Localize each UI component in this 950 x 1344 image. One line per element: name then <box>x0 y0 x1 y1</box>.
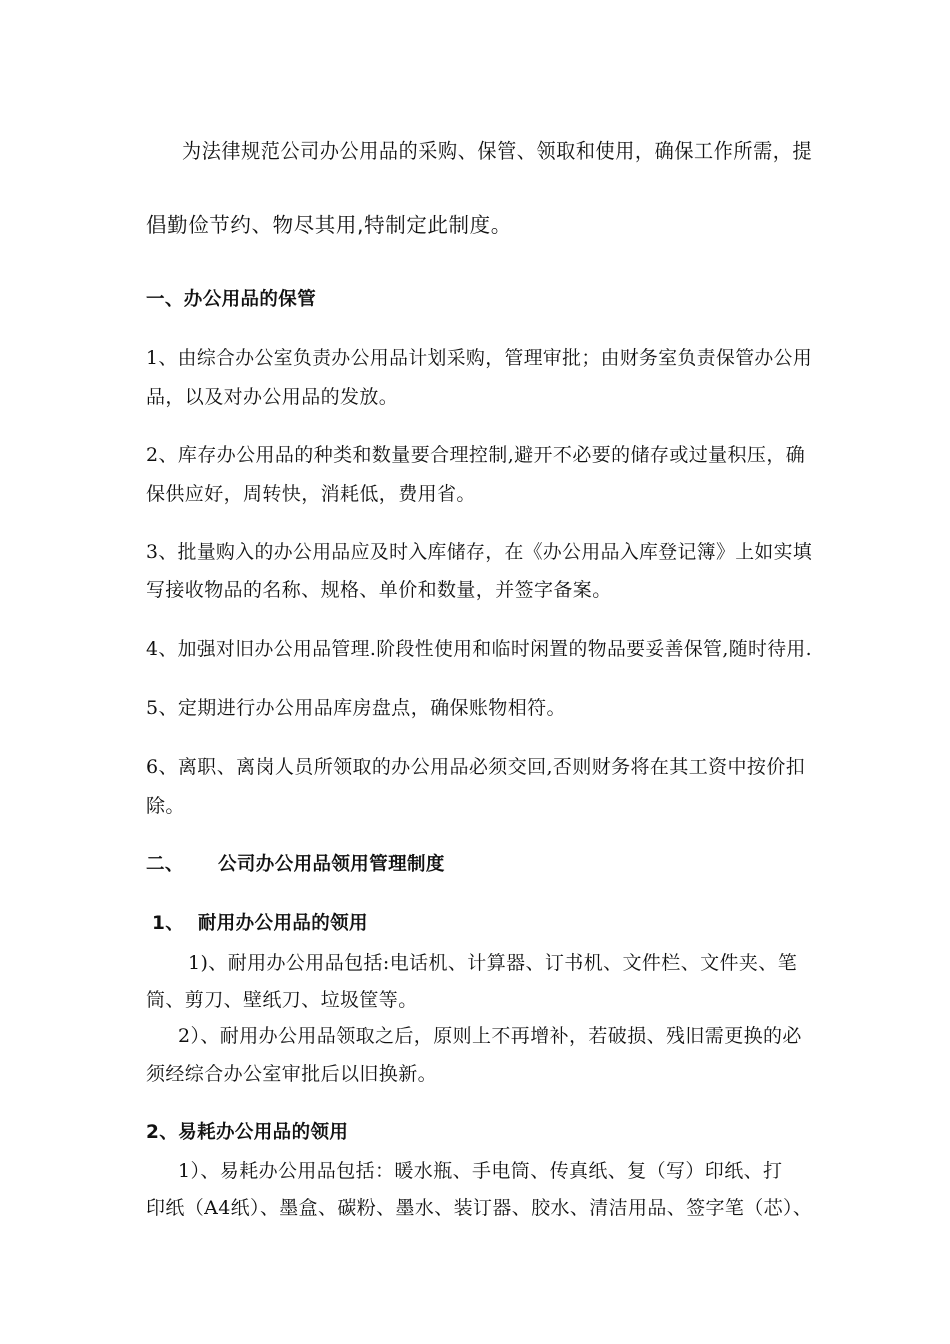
section-1-item-6-line-2: 除。 <box>146 795 185 817</box>
subsection-1-para-1-line-2: 筒、剪刀、壁纸刀、垃圾筐等。 <box>146 989 418 1011</box>
section-1-item-1-line-1: 1、由综合办公室负责办公用品计划采购，管理审批；由财务室负责保管办公用 <box>146 347 813 369</box>
section-1-item-3-line-1: 3、批量购入的办公用品应及时入库储存，在《办公用品入库登记簿》上如实填 <box>146 541 813 563</box>
section-1-item-5: 5、定期进行办公用品库房盘点，确保账物相符。 <box>146 697 566 719</box>
section-1-item-4: 4、加强对旧办公用品管理.阶段性使用和临时闲置的物品要妥善保管,随时待用. <box>146 638 813 660</box>
intro-line-1: 为法律规范公司办公用品的采购、保管、领取和使用，确保工作所需，提 <box>182 139 813 163</box>
section-1-heading: 一、办公用品的保管 <box>146 289 317 310</box>
subsection-2-para-1-line-2: 印纸（A4纸）、墨盒、碳粉、墨水、装订器、胶水、清洁用品、签字笔（芯）、 <box>146 1197 813 1219</box>
subsection-1-para-1-line-1: 1)、耐用办公用品包括:电话机、计算器、订书机、文件栏、文件夹、笔 <box>188 952 798 974</box>
section-1-item-6-line-1: 6、离职、离岗人员所领取的办公用品必须交回,否则财务将在其工资中按价扣 <box>146 756 806 778</box>
subsection-1-heading: 1、 耐用办公用品的领用 <box>152 913 368 934</box>
section-1-item-1-line-2: 品，以及对办公用品的发放。 <box>146 386 399 408</box>
section-1-item-2-line-2: 保供应好，周转快，消耗低，费用省。 <box>146 483 476 505</box>
subsection-2-heading: 2、易耗办公用品的领用 <box>146 1122 349 1143</box>
intro-line-2: 倡勤俭节约、物尽其用,特制定此制度。 <box>146 213 512 237</box>
subsection-1-para-2-line-1: 2）、耐用办公用品领取之后，原则上不再增补，若破损、残旧需更换的必 <box>178 1025 802 1047</box>
subsection-1-para-2-line-2: 须经综合办公室审批后以旧换新。 <box>146 1063 438 1085</box>
section-2-heading: 二、 公司办公用品领用管理制度 <box>146 854 445 875</box>
subsection-2-para-1-line-1: 1）、易耗办公用品包括：暖水瓶、手电筒、传真纸、复（写）印纸、打 <box>178 1160 783 1182</box>
section-1-item-2-line-1: 2、库存办公用品的种类和数量要合理控制,避开不必要的储存或过量积压，确 <box>146 444 806 466</box>
section-1-item-3-line-2: 写接收物品的名称、规格、单价和数量，并签字备案。 <box>146 579 612 601</box>
